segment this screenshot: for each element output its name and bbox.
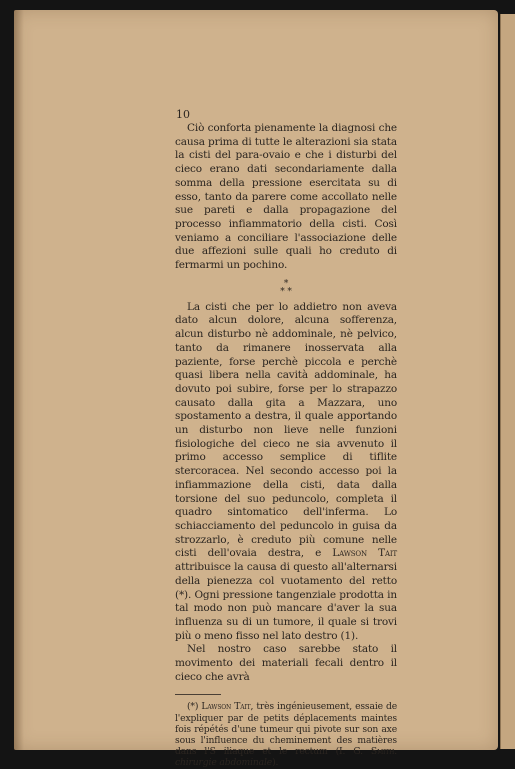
asterism-bottom: * * [280,286,292,297]
footnote-source: chirurgie abdominale [175,757,273,769]
page-number: 10 [176,108,190,121]
footnote-text [175,701,397,768]
paragraph-1: Ciò conforta pienamente la diagnosi che causa prima di tutte le alterazioni sia stata la cisti del para-ovaio e che i disturbi del cieco erano dati secondariamente dalla somma della pressione esercitata su di esso, tanto da parere come accollato nelle sue pareti e dalla propagazione del processo infiammatorio della cisti. Così veniamo a conciliare l'associazione delle due affezioni sulle quali ho creduto di fermarmi un pochino. [175,122,397,272]
footnote [175,701,397,768]
footnote-mark: (*) [187,701,202,713]
footnote-text-1: , très ingénieusement, essaie de l'expliquer par de petits déplacements maintes fois répétés d'une tumeur qui pivote sur son axe sous l'influence du cheminement des matières dans l'S iliaque et le rectum (I. G. [175,701,397,758]
asterism-top: * [283,278,289,289]
footnote-end: ). [272,757,279,769]
paragraph-3: Nel nostro caso sarebbe stato il movimento dei materiali fecali dentro il cieco che avrà [175,643,397,683]
page-text [175,122,397,769]
page-gutter-shadow [14,10,24,750]
footnote-author-2: Smith [370,746,395,758]
footnote-author-1: Lawson Tait [201,701,251,713]
paragraph-2 [175,301,397,644]
footnote-text-2: . [394,746,397,758]
next-page-edge [500,14,515,749]
author-name: Lawson Tait [332,547,397,560]
section-asterism [175,280,397,296]
paragraph-2-part-b: attribuisce la causa di questo all'alternarsi della pienezza col vuotamento del retto (*). Ogni pressione tangenziale prodotta in tal modo non può mancare d'aver la sua influenza su di un tumore, il quale si trovi più o meno fisso nel lato destro (1). [175,561,397,642]
paragraph-2-part-a: La cisti che per lo addietro non aveva dato alcun dolore, alcuna sofferenza, alcun disturbo nè addominale, nè pelvico, tanto da rimanere inosservata alla paziente, forse perchè piccola e perchè quasi libera nella cavità addominale, ha dovuto poi subire, forse per lo strapazzo causato dalla gita a Mazzara, uno spostamento a destra, il quale apportando un disturbo non lieve nelle funzioni fisiologiche del cieco ne sia avvenuto il primo accesso semplice di tiflite stercoracea. Nel secondo accesso poi la infiammazione della cisti, data dalla torsione del suo peduncolo, completa il quadro sintomatico dell'inferma. Lo schiacciamento del peduncolo in guisa da strozzarlo, è creduto più comune nelle cisti dell'ovaia destra, e [175,300,397,560]
footnote-rule [175,694,221,695]
